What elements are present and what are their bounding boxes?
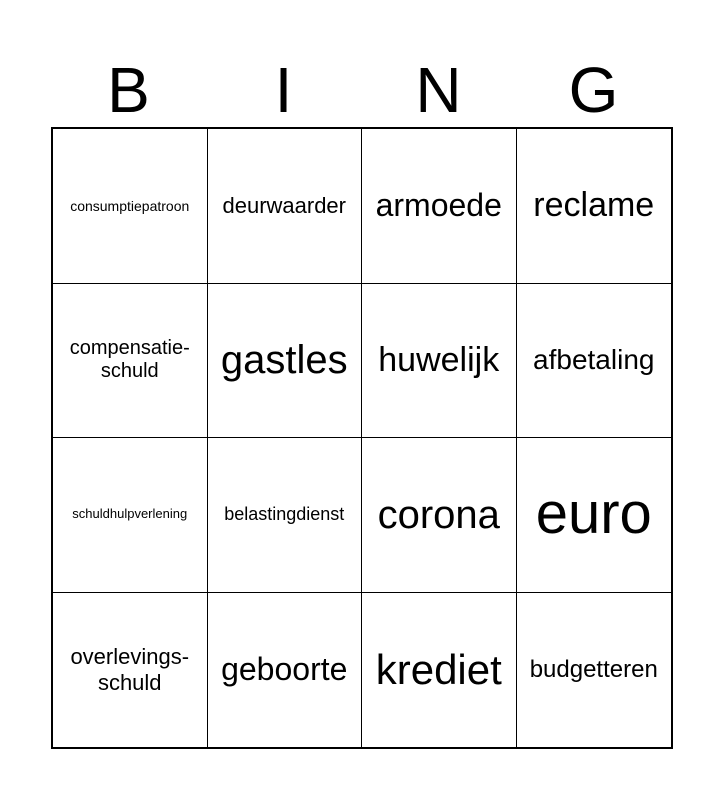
bingo-cell[interactable] [517, 438, 672, 593]
bingo-cell[interactable] [517, 593, 672, 748]
bingo-cell[interactable] [208, 129, 363, 284]
bingo-cell[interactable] [517, 129, 672, 284]
bingo-cell[interactable] [362, 438, 517, 593]
header-letter-n: N [415, 54, 462, 126]
cell-word: consumptiepatroon [70, 197, 190, 214]
cell-word: armoede [375, 187, 502, 224]
bingo-cell[interactable] [53, 284, 208, 439]
bingo-cell[interactable] [208, 593, 363, 748]
bingo-cell[interactable] [208, 438, 363, 593]
cell-word: krediet [375, 645, 502, 693]
bingo-cell[interactable] [517, 284, 672, 439]
cell-word: corona [377, 492, 500, 537]
header-letter-i: I [274, 54, 293, 126]
bingo-cell[interactable] [362, 284, 517, 439]
cell-word: afbetaling [533, 344, 655, 376]
cell-word: belastingdienst [224, 504, 345, 525]
cell-word: overlevings- schuld [70, 644, 190, 695]
bingo-cell[interactable] [53, 438, 208, 593]
bingo-cell[interactable] [362, 129, 517, 284]
bingo-header [51, 52, 671, 128]
header-letter-g: G [568, 54, 619, 126]
cell-word: euro [535, 481, 652, 547]
bingo-cell[interactable] [53, 129, 208, 284]
cell-word: deurwaarder [222, 193, 346, 219]
cell-word: gastles [220, 338, 348, 383]
bingo-cell[interactable] [53, 593, 208, 748]
header-letter-b: B [107, 54, 150, 126]
cell-word: schuldhulpverlening [72, 506, 188, 522]
cell-word: reclame [533, 186, 655, 225]
bingo-cell[interactable] [208, 284, 363, 439]
cell-word: huwelijk [378, 340, 500, 379]
cell-word: compensatie- schuld [69, 337, 190, 383]
cell-word: geboorte [221, 651, 348, 688]
bingo-cell[interactable] [362, 593, 517, 748]
bingo-board [51, 127, 673, 749]
cell-word: budgetteren [529, 655, 658, 683]
